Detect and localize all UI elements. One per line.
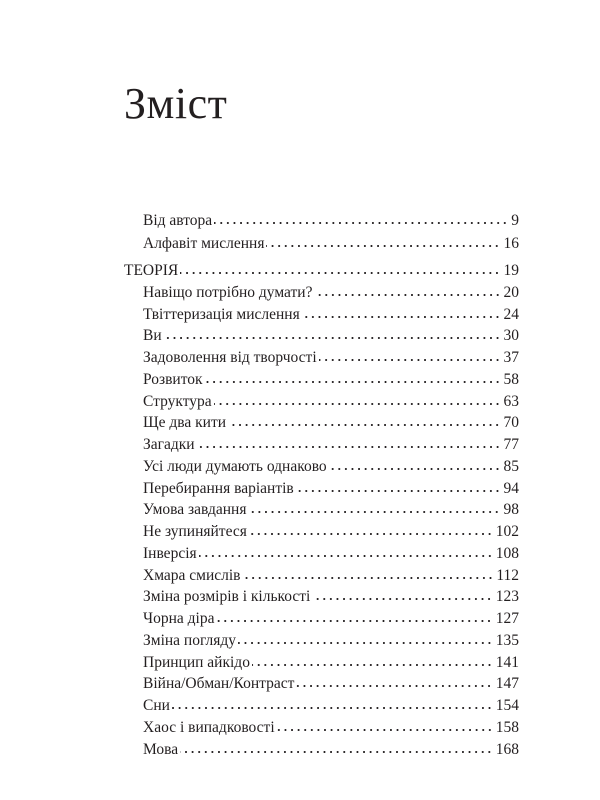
toc-entry <box>143 693 519 715</box>
toc-entry-page: 30 <box>503 327 519 345</box>
toc-entry-page: 19 <box>503 262 519 279</box>
dot-leader <box>228 423 500 427</box>
toc-entry <box>143 606 519 628</box>
toc-entry <box>143 584 519 606</box>
toc-entry <box>143 454 519 476</box>
toc-entry <box>143 302 519 324</box>
toc-entry <box>143 367 519 389</box>
toc-entry-page: 154 <box>495 697 519 714</box>
toc-entry-title: Твіттеризація мислення <box>143 305 300 323</box>
toc-entry-page: 141 <box>495 653 519 671</box>
toc-entry <box>143 541 519 563</box>
toc-entry-title: Ще два кити <box>143 414 227 432</box>
toc-entry <box>143 323 519 345</box>
toc-entry <box>143 280 519 302</box>
dot-leader <box>180 750 493 754</box>
dot-leader <box>238 641 493 645</box>
toc-entry-title: Війна/Обман/Контраст <box>143 675 295 693</box>
toc-entry <box>143 628 519 650</box>
toc-entry-title: Навіщо потрібно думати? <box>143 283 313 301</box>
toc-entry-page: 70 <box>503 414 519 432</box>
dot-leader <box>243 576 494 580</box>
dot-leader <box>252 663 493 667</box>
toc-entry-page: 94 <box>503 479 519 497</box>
toc-entry-title: Задоволення від творчості <box>143 349 317 366</box>
dot-leader <box>312 597 492 601</box>
toc-entry-page: 158 <box>495 718 519 736</box>
toc-entry-page: 98 <box>503 501 519 519</box>
toc-entry-title: Усі люди думають однаково <box>143 457 327 475</box>
toc-entry-title: Перебирання варіантів <box>143 479 294 497</box>
toc-entry-page: 9 <box>511 212 519 229</box>
dot-leader <box>205 380 501 384</box>
toc-entry-title: ТЕОРІЯ <box>124 262 179 279</box>
toc-entry-page: 20 <box>503 283 519 301</box>
toc-entry-title: Чорна діра <box>143 610 215 627</box>
dot-leader <box>214 221 508 225</box>
toc-entry-page: 168 <box>495 740 519 758</box>
dot-leader <box>319 358 501 362</box>
toc-entry-title: Ви <box>143 327 162 345</box>
toc-entry-page: 63 <box>503 392 519 410</box>
toc-entry-page: 127 <box>495 610 519 627</box>
toc-entry <box>143 231 519 253</box>
toc-entry <box>143 345 519 367</box>
toc-entry-title: Зміна розмірів і кількості <box>143 588 311 606</box>
toc-entry-title: Хаос і випадковості <box>143 718 275 736</box>
dot-leader <box>277 728 493 732</box>
toc-entry-page: 24 <box>503 305 519 323</box>
toc-entry-page: 77 <box>503 436 519 453</box>
toc-entry-title: Не зупиняйтеся <box>143 523 247 540</box>
toc-entry <box>143 650 519 672</box>
page-title: Зміст <box>124 79 228 128</box>
dot-leader <box>249 532 493 536</box>
dot-leader <box>199 554 493 558</box>
toc-entry <box>143 432 519 454</box>
toc-entry <box>143 519 519 541</box>
dot-leader <box>296 684 492 688</box>
toc-entry-title: Структура <box>143 392 212 410</box>
toc-entry-page: 58 <box>503 370 519 388</box>
toc-entry-title: Інверсія <box>143 544 197 562</box>
toc-entry-title: Принцип айкідо <box>143 653 250 671</box>
toc-entry <box>143 563 519 585</box>
toc-entry-title: Зміна погляду <box>143 631 237 649</box>
dot-leader <box>248 510 500 514</box>
toc-entry <box>143 671 519 693</box>
dot-leader <box>180 271 500 275</box>
toc-entry-title: Сни <box>143 697 170 714</box>
toc-entry <box>143 737 519 759</box>
toc-entry-title: Алфавіт мислення <box>143 234 265 252</box>
toc-entry-page: 37 <box>503 349 519 366</box>
toc-entry-page: 85 <box>503 457 519 475</box>
toc-entry-title: Умова завдання <box>143 501 247 519</box>
toc-entry <box>143 476 519 498</box>
toc-entry-page: 135 <box>495 631 519 649</box>
dot-leader <box>214 402 501 406</box>
toc-entry-title: Від автора <box>143 212 213 229</box>
toc-entry-page: 16 <box>503 234 519 252</box>
dot-leader <box>296 489 501 493</box>
dot-leader <box>164 336 501 340</box>
dot-leader <box>172 706 493 710</box>
toc-entry-title: Мова <box>143 740 179 758</box>
toc-entry <box>143 208 519 230</box>
dot-leader <box>329 467 501 471</box>
toc-part-entry <box>124 258 519 280</box>
toc-entry-page: 112 <box>496 566 519 584</box>
toc-entry <box>143 497 519 519</box>
toc-entry-page: 123 <box>495 588 519 606</box>
toc-entry-page: 102 <box>495 523 519 540</box>
toc-entry <box>143 389 519 411</box>
dot-leader <box>266 244 500 248</box>
toc-entry <box>143 410 519 432</box>
toc-entry-title: Хмара смислів <box>143 566 241 584</box>
dot-leader <box>216 619 492 623</box>
toc-entry-page: 108 <box>495 544 519 562</box>
toc-entry <box>143 715 519 737</box>
dot-leader <box>302 315 501 319</box>
toc-entry-page: 147 <box>495 675 519 693</box>
dot-leader <box>315 293 501 297</box>
toc-entry-title: Розвиток <box>143 370 203 388</box>
toc-entry-title: Загадки <box>143 436 195 453</box>
dot-leader <box>197 445 501 449</box>
